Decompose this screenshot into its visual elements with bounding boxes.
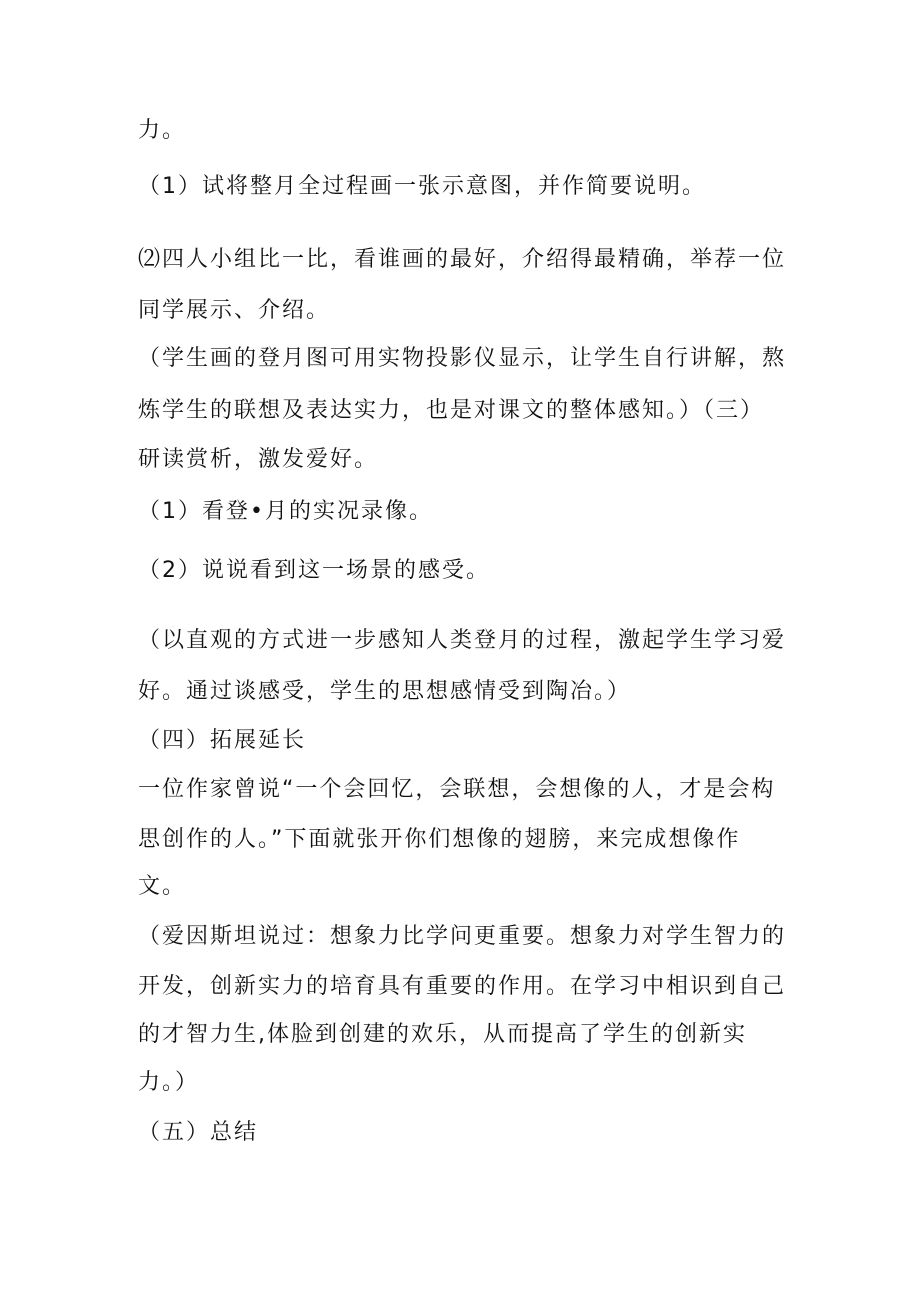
text-line: 好。通过谈感受，学生的思想感情受到陶冶。） (138, 679, 632, 704)
section-heading: （四）拓展延长 (138, 728, 307, 753)
text-line: （1）试将整月全过程画一张示意图，并作简要说明。 (138, 174, 706, 199)
text-line: 的才智力生,体脸到创建的欢乐，从而提高了学生的创新实 (138, 1022, 747, 1047)
text-line: ⑵四人小组比一比，看谁画的最好，介绍得最精确，举荐一位 (138, 247, 787, 272)
text-line: 研读赏析，激发爱好。 (138, 447, 379, 472)
text-line: 思创作的人。”下面就张开你们想像的翅膀，来完成想像作 (138, 827, 741, 852)
text-line: 炼学生的联想及表达实力，也是对课文的整体感知。）（三） (138, 398, 765, 423)
text-line: （2）说说看到这一场景的感受。 (138, 558, 490, 583)
text-line: （以直观的方式进一步感知人类登月的过程，激起学生学习爱 (138, 628, 787, 653)
text-line: 同学展示、介绍。 (138, 298, 331, 323)
text-line: 文。 (138, 874, 187, 899)
text-line: （爱因斯坦说过：想象力比学问更重要。想象力对学生智力的 (138, 924, 787, 949)
text-line: 一位作家曾说“一个会回忆，会联想，会想像的人，才是会构 (138, 777, 776, 802)
text-line: 开发，创新实力的培育具有重要的作用。在学习中相识到自己 (138, 974, 787, 999)
text-line: （学生画的登月图可用实物投影仪显示，让学生自行讲解，熬 (138, 346, 787, 371)
text-line: 力。 (138, 118, 187, 143)
section-heading: （五）总结 (138, 1120, 259, 1145)
text-line: （1）看登•月的实况录像。 (138, 499, 433, 524)
text-line: 力。） (138, 1070, 200, 1095)
